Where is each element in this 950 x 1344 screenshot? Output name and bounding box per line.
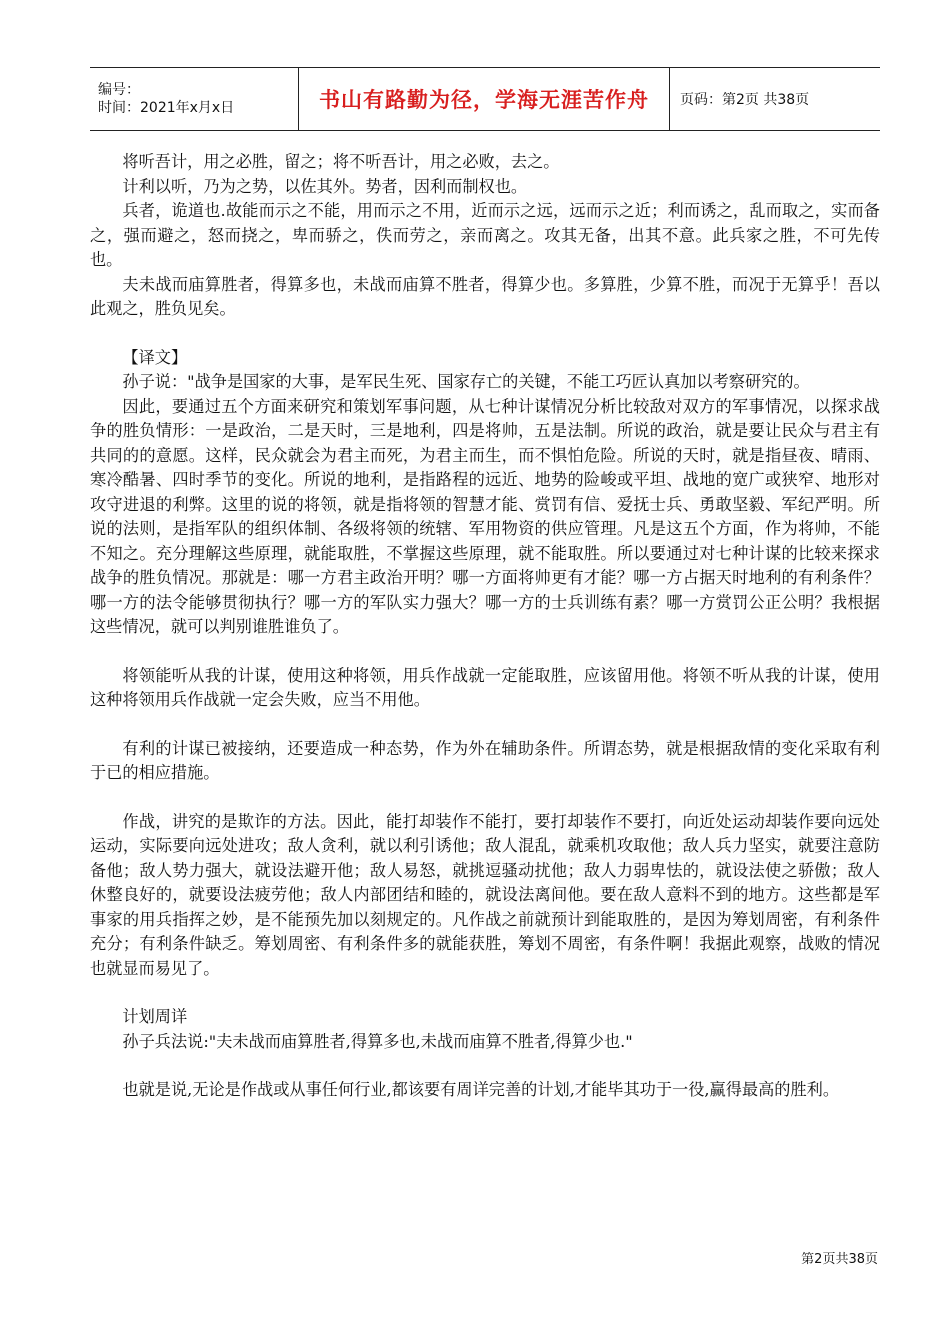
original-paragraph: 夫未战而庙算胜者，得算多也，未战而庙算不胜者，得算少也。多算胜，少算不胜，而况于无算乎！吾以此观之，胜负见矣。 (90, 274, 880, 318)
translation-paragraph: 有利的计谋已被接纳，还要造成一种态势，作为外在辅助条件。所谓态势，就是根据敌情的变化采取有利于已的相应措施。 (90, 738, 880, 782)
plan-heading: 计划周详 (122, 1007, 188, 1026)
header-page-number: 页码：第2页 共38页 (680, 92, 810, 108)
original-paragraph: 计利以听，乃为之势，以佐其外。势者，因利而制权也。 (122, 176, 528, 196)
original-paragraph: 兵者，诡道也.故能而示之不能，用而示之不用，近而示之远，远而示之近；利而诱之，乱而取之，实而备之，强而避之，怒而挠之，卑而骄之，佚而劳之，亲而离之。攻其无备，出其不意。此兵家之胜，不可先传也。 (90, 201, 880, 269)
translation-heading: 【译文】 (122, 347, 188, 367)
page-footer: 第2页共38页 (801, 1252, 878, 1267)
header-meta (90, 68, 299, 130)
translation-paragraph: 作战，讲究的是欺诈的方法。因此，能打却装作不能打，要打却装作不要打，向近处运动却装作要向远处运动，实际要向远处进攻；敌人贪利，就以利引诱他；敌人混乱，就乘机攻取他；敌人兵力坚实，就要注意防备他；敌人势力强大，就设法避开他；敌人易怒，就挑逗骚动扰他；敌人力弱卑怯的，就设法使之骄傲；敌人休整良好的，就要设法疲劳他；敌人内部团结和睦的，就设法离间他。要在敌人意料不到的地方。这些都是军事家的用兵指挥之妙，是不能预先加以刻规定的。凡作战之前就预计到能取胜的，是因为筹划周密，有利条件充分；有利条件缺乏。筹划周密、有利条件多的就能获胜，筹划不周密，有条件啊！我据此观察，战败的情况也就显而易见了。 (90, 811, 880, 978)
header-motto: 书山有路勤为径，学海无涯苦作舟 (299, 68, 670, 130)
translation-paragraph: 孙子说："战争是国家的大事，是军民生死、国家存亡的关键，不能工巧匠认真加以考察研究的。 (122, 372, 810, 391)
plan-conclusion: 也就是说,无论是作战或从事任何行业,都该要有周详完善的计划,才能毕其功于一役,赢得最高的胜利。 (122, 1080, 840, 1099)
document-time-label: 时间：2021年x月x日 (98, 100, 235, 116)
original-paragraph: 将听吾计，用之必胜，留之；将不听吾计，用之必败，去之。 (122, 152, 560, 171)
translation-paragraph: 将领能听从我的计谋，使用这种将领，用兵作战就一定能取胜，应该留用他。将领不听从我的计谋，使用这种将领用兵作战就一定会失败，应当不用他。 (90, 665, 880, 709)
document-body (90, 150, 880, 1103)
translation-paragraph: 因此，要通过五个方面来研究和策划军事问题，从七种计谋情况分析比较敌对双方的军事情况，以探求战争的胜负情形：一是政治，二是天时，三是地利，四是将帅，五是法制。所说的政治，就是要让民众与君主有共同的的意愿。这样，民众就会为君主而死，为君主而生，而不惧怕危险。所说的天时，就是指昼夜、晴雨、寒冷酷暑、四时季节的变化。所说的地利，是指路程的远近、地势的险峻或平坦、战地的宽广或狭窄、地形对攻守进退的利弊。这里的说的将领，就是指将领的智慧才能、赏罚有信、爱抚士兵、勇敢坚毅、军纪严明。所说的法则，是指军队的组织体制、各级将领的统辖、军用物资的供应管理。凡是这五个方面，作为将帅，不能不知之。充分理解这些原理，就能取胜，不掌握这些原理，就不能取胜。所以要通过对七种计谋的比较来探求战争的胜负情况。那就是：哪一方君主政治开明？哪一方面将帅更有才能？哪一方占据天时地利的有利条件？哪一方的法令能够贯彻执行？哪一方的军队实力强大？哪一方的士兵训练有素？哪一方赏罚公正公明？我根据这些情况，就可以判别谁胜谁负了。 (90, 396, 880, 636)
document-number-label: 编号： (98, 82, 140, 98)
plan-quote: 孙子兵法说:"夫未战而庙算胜者,得算多也,未战而庙算不胜者,得算少也." (122, 1031, 633, 1051)
page-header (90, 67, 880, 131)
